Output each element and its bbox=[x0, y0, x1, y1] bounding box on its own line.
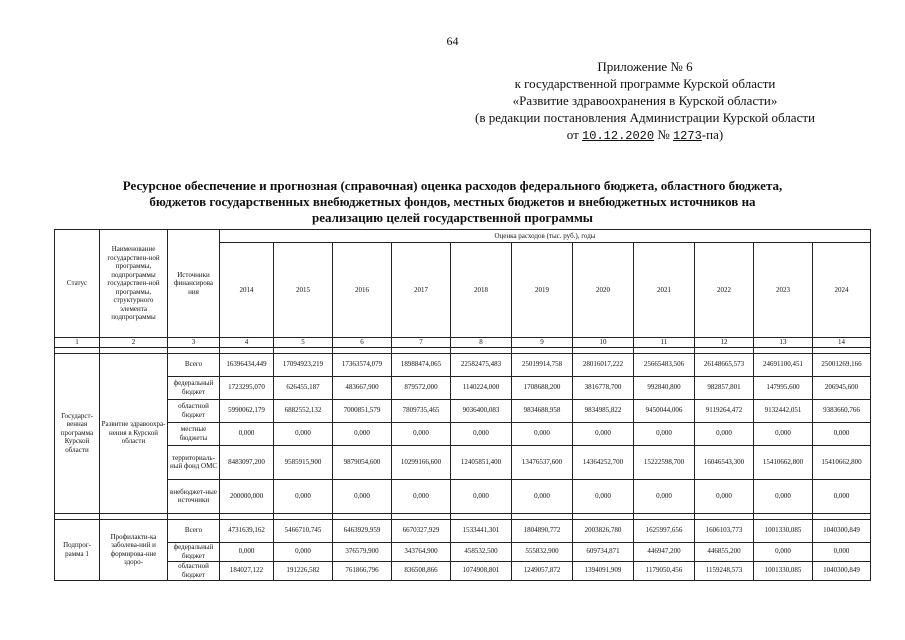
value-cell: 26148665,573 bbox=[695, 353, 754, 376]
value-cell: 14364252,700 bbox=[573, 445, 634, 479]
value-cell: 0,000 bbox=[220, 422, 274, 445]
value-cell: 12405851,400 bbox=[451, 445, 512, 479]
value-cell: 982857,801 bbox=[695, 376, 754, 399]
header-year: 2014 bbox=[220, 243, 274, 338]
title-line-2: бюджетов государственных внебюджетных фондов, местных бюджетов и внебюджетных источников на bbox=[149, 194, 756, 209]
value-cell: 4731639,162 bbox=[220, 519, 274, 542]
column-number: 7 bbox=[392, 338, 451, 348]
source-cell: областной бюджет bbox=[168, 399, 220, 422]
program-name-cell: Развитие здравоохра-нения в Курской области bbox=[100, 353, 168, 513]
value-cell: 0,000 bbox=[754, 542, 813, 561]
value-cell: 28016017,222 bbox=[573, 353, 634, 376]
value-cell: 2003826,780 bbox=[573, 519, 634, 542]
header-year: 2017 bbox=[392, 243, 451, 338]
column-number: 1 bbox=[55, 338, 100, 348]
value-cell: 6463929,959 bbox=[333, 519, 392, 542]
header-status: Статус bbox=[55, 230, 100, 338]
value-cell: 17094923,219 bbox=[274, 353, 333, 376]
value-cell: 0,000 bbox=[220, 542, 274, 561]
column-number: 14 bbox=[813, 338, 871, 348]
value-cell: 1040300,849 bbox=[813, 519, 871, 542]
value-cell: 0,000 bbox=[392, 479, 451, 513]
header-estimate: Оценка расходов (тыс. руб.), годы bbox=[220, 230, 871, 243]
value-cell: 1625997,656 bbox=[634, 519, 695, 542]
value-cell: 25001269,166 bbox=[813, 353, 871, 376]
value-cell: 1606103,773 bbox=[695, 519, 754, 542]
table-row bbox=[55, 445, 871, 479]
source-cell: Всего bbox=[168, 519, 220, 542]
value-cell: 0,000 bbox=[274, 479, 333, 513]
value-cell: 9834985,822 bbox=[573, 399, 634, 422]
value-cell: 0,000 bbox=[813, 422, 871, 445]
value-cell: 147995,600 bbox=[754, 376, 813, 399]
value-cell: 1074908,801 bbox=[451, 561, 512, 580]
number-prefix: № bbox=[657, 127, 670, 142]
value-cell: 0,000 bbox=[695, 479, 754, 513]
document-title bbox=[40, 178, 865, 226]
header-year: 2024 bbox=[813, 243, 871, 338]
value-cell: 16396434,449 bbox=[220, 353, 274, 376]
value-cell: 376579,900 bbox=[333, 542, 392, 561]
value-cell: 10299166,600 bbox=[392, 445, 451, 479]
value-cell: 15410662,800 bbox=[813, 445, 871, 479]
value-cell: 7000851,579 bbox=[333, 399, 392, 422]
value-cell: 1001330,085 bbox=[754, 561, 813, 580]
table-row bbox=[55, 353, 871, 376]
value-cell: 16046543,300 bbox=[695, 445, 754, 479]
value-cell: 9132442,051 bbox=[754, 399, 813, 422]
value-cell: 1040300,849 bbox=[813, 561, 871, 580]
value-cell: 446947,200 bbox=[634, 542, 695, 561]
source-cell: Всего bbox=[168, 353, 220, 376]
value-cell: 0,000 bbox=[754, 479, 813, 513]
value-cell: 879572,000 bbox=[392, 376, 451, 399]
value-cell: 24691100,451 bbox=[754, 353, 813, 376]
value-cell: 761866,796 bbox=[333, 561, 392, 580]
title-line-1: Ресурсное обеспечение и прогнозная (справочная) оценка расходов федерального бюджета, областного бюджета, bbox=[122, 178, 783, 193]
value-cell: 5466710,745 bbox=[274, 519, 333, 542]
table-row bbox=[55, 479, 871, 513]
value-cell: 0,000 bbox=[634, 422, 695, 445]
value-cell: 0,000 bbox=[333, 422, 392, 445]
value-cell: 1179050,456 bbox=[634, 561, 695, 580]
value-cell: 0,000 bbox=[813, 479, 871, 513]
source-cell: местные бюджеты bbox=[168, 422, 220, 445]
value-cell: 9036400,083 bbox=[451, 399, 512, 422]
budget-table bbox=[54, 229, 871, 581]
value-cell: 3816778,700 bbox=[573, 376, 634, 399]
value-cell: 13476537,600 bbox=[512, 445, 573, 479]
appendix-header bbox=[440, 58, 850, 145]
table-row bbox=[55, 542, 871, 561]
value-cell: 0,000 bbox=[695, 422, 754, 445]
value-cell: 0,000 bbox=[274, 422, 333, 445]
value-cell: 191226,582 bbox=[274, 561, 333, 580]
value-cell: 0,000 bbox=[512, 479, 573, 513]
appendix-line-4: (в редакции постановления Администрации Курской области bbox=[474, 110, 815, 125]
column-number: 2 bbox=[100, 338, 168, 348]
value-cell: 343764,900 bbox=[392, 542, 451, 561]
value-cell: 1394091,909 bbox=[573, 561, 634, 580]
header-year: 2016 bbox=[333, 243, 392, 338]
appendix-line-1: Приложение № 6 bbox=[597, 59, 693, 74]
column-number: 4 bbox=[220, 338, 274, 348]
value-cell: 0,000 bbox=[274, 542, 333, 561]
value-cell: 458532,500 bbox=[451, 542, 512, 561]
column-number: 12 bbox=[695, 338, 754, 348]
appendix-line-3: «Развитие здравоохранения в Курской области» bbox=[512, 93, 778, 108]
value-cell: 9450044,006 bbox=[634, 399, 695, 422]
source-cell: федеральный бюджет bbox=[168, 542, 220, 561]
column-number: 6 bbox=[333, 338, 392, 348]
value-cell: 9119264,472 bbox=[695, 399, 754, 422]
table-row bbox=[55, 519, 871, 542]
value-cell: 0,000 bbox=[573, 422, 634, 445]
header-year: 2021 bbox=[634, 243, 695, 338]
header-name: Наименование государствен-ной программы, подпрограммы государствен-ной программы, структурного элемента подпрограммы bbox=[100, 230, 168, 338]
header-sources: Источники финансирова ния bbox=[168, 230, 220, 338]
value-cell: 17363574,079 bbox=[333, 353, 392, 376]
value-cell: 1159248,573 bbox=[695, 561, 754, 580]
column-number: 8 bbox=[451, 338, 512, 348]
value-cell: 0,000 bbox=[451, 479, 512, 513]
value-cell: 206945,600 bbox=[813, 376, 871, 399]
value-cell: 184027,122 bbox=[220, 561, 274, 580]
status-cell: Государст-венная программа Курской области bbox=[55, 353, 100, 513]
decree-number: 1273 bbox=[672, 129, 702, 143]
column-number: 5 bbox=[274, 338, 333, 348]
value-cell: 25019914,758 bbox=[512, 353, 573, 376]
appendix-line-2: к государственной программе Курской области bbox=[514, 76, 776, 91]
value-cell: 626455,187 bbox=[274, 376, 333, 399]
decree-suffix: -па) bbox=[701, 127, 724, 142]
value-cell: 0,000 bbox=[512, 422, 573, 445]
value-cell: 0,000 bbox=[813, 542, 871, 561]
column-number: 13 bbox=[754, 338, 813, 348]
value-cell: 9585915,900 bbox=[274, 445, 333, 479]
value-cell: 15410662,800 bbox=[754, 445, 813, 479]
appendix-date-line bbox=[440, 126, 850, 145]
value-cell: 1001330,085 bbox=[754, 519, 813, 542]
column-number: 3 bbox=[168, 338, 220, 348]
source-cell: территориаль-ный фонд ОМС bbox=[168, 445, 220, 479]
value-cell: 836508,866 bbox=[392, 561, 451, 580]
value-cell: 446855,200 bbox=[695, 542, 754, 561]
header-year: 2022 bbox=[695, 243, 754, 338]
value-cell: 1140224,000 bbox=[451, 376, 512, 399]
column-number: 10 bbox=[573, 338, 634, 348]
column-number: 11 bbox=[634, 338, 695, 348]
table-row bbox=[55, 422, 871, 445]
source-cell: федеральный бюджет bbox=[168, 376, 220, 399]
value-cell: 1533441,301 bbox=[451, 519, 512, 542]
value-cell: 18988474,065 bbox=[392, 353, 451, 376]
value-cell: 200000,000 bbox=[220, 479, 274, 513]
value-cell: 8483097,200 bbox=[220, 445, 274, 479]
status-cell: Подпрог-рамма 1 bbox=[55, 519, 100, 580]
value-cell: 992840,800 bbox=[634, 376, 695, 399]
value-cell: 9834688,958 bbox=[512, 399, 573, 422]
value-cell: 1249057,872 bbox=[512, 561, 573, 580]
table-row bbox=[55, 376, 871, 399]
value-cell: 1804890,772 bbox=[512, 519, 573, 542]
value-cell: 15222598,700 bbox=[634, 445, 695, 479]
value-cell: 555832,900 bbox=[512, 542, 573, 561]
value-cell: 6670327,929 bbox=[392, 519, 451, 542]
decree-date: 10.12.2020 bbox=[582, 129, 655, 143]
value-cell: 0,000 bbox=[333, 479, 392, 513]
value-cell: 7809735,465 bbox=[392, 399, 451, 422]
value-cell: 0,000 bbox=[392, 422, 451, 445]
value-cell: 483667,900 bbox=[333, 376, 392, 399]
value-cell: 0,000 bbox=[451, 422, 512, 445]
header-year: 2015 bbox=[274, 243, 333, 338]
value-cell: 9383660,766 bbox=[813, 399, 871, 422]
value-cell: 0,000 bbox=[634, 479, 695, 513]
value-cell: 609734,871 bbox=[573, 542, 634, 561]
title-line-3: реализацию целей государственной программы bbox=[312, 210, 593, 225]
value-cell: 6882552,132 bbox=[274, 399, 333, 422]
table-row bbox=[55, 561, 871, 580]
header-year: 2019 bbox=[512, 243, 573, 338]
value-cell: 1723295,070 bbox=[220, 376, 274, 399]
column-number: 9 bbox=[512, 338, 573, 348]
value-cell: 0,000 bbox=[573, 479, 634, 513]
table-row bbox=[55, 399, 871, 422]
header-year: 2023 bbox=[754, 243, 813, 338]
value-cell: 5990062,179 bbox=[220, 399, 274, 422]
header-year: 2020 bbox=[573, 243, 634, 338]
value-cell: 25665483,506 bbox=[634, 353, 695, 376]
page-number: 64 bbox=[446, 34, 459, 48]
value-cell: 0,000 bbox=[754, 422, 813, 445]
source-cell: областной бюджет bbox=[168, 561, 220, 580]
program-name-cell: Профилакти-ка заболева-ний и формирова-ние здоро- bbox=[100, 519, 168, 580]
value-cell: 9879054,600 bbox=[333, 445, 392, 479]
from-prefix: от bbox=[566, 127, 579, 142]
source-cell: внебюджет-ные источники bbox=[168, 479, 220, 513]
header-year: 2018 bbox=[451, 243, 512, 338]
value-cell: 1708688,200 bbox=[512, 376, 573, 399]
value-cell: 22582475,483 bbox=[451, 353, 512, 376]
